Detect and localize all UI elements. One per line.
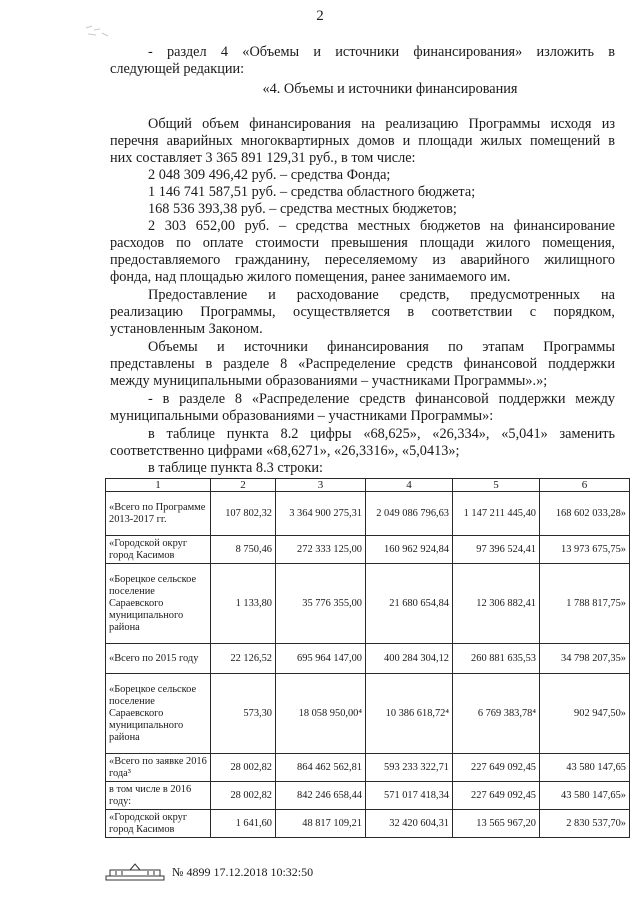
table-row <box>106 492 630 536</box>
table-cell: 160 962 924,84 <box>366 536 453 564</box>
government-building-logo-icon <box>104 862 166 882</box>
local-budget-excess-line2: расходов по оплате стоимости превышения площади жилого помещения, <box>110 235 615 251</box>
table-cell: 272 333 125,00 <box>276 536 366 564</box>
local-budget-excess-line4: фонда, над площадью жилого помещения, ранее занимаемого им. <box>110 269 511 285</box>
amendment-section4-intro-cont: следующей редакции: <box>110 61 245 77</box>
table-header-row <box>106 479 630 492</box>
table-cell: 32 420 604,31 <box>366 810 453 838</box>
table-cell: 18 058 950,00⁴ <box>276 674 366 754</box>
table-cell: 571 017 418,34 <box>366 782 453 810</box>
table-row <box>106 536 630 564</box>
column-header: 3 <box>276 479 366 492</box>
table-cell: 22 126,52 <box>211 644 276 674</box>
table-cell: 48 817 109,21 <box>276 810 366 838</box>
amendment-section8: - в разделе 8 «Распределение средств финансовой поддержки между <box>148 391 615 407</box>
local-budget-line: 168 536 393,38 руб. – средства местных бюджетов; <box>148 201 457 217</box>
scan-artifact-mark <box>84 24 110 38</box>
fund-amount-line: 2 048 309 496,42 руб. – средства Фонда; <box>148 167 391 183</box>
table-cell: 10 386 618,72⁴ <box>366 674 453 754</box>
registration-stamp <box>104 862 334 882</box>
table-row <box>106 754 630 782</box>
column-header: 4 <box>366 479 453 492</box>
table-cell: 28 002,82 <box>211 754 276 782</box>
row-name: «Борецкое сельское поселение Сараевского муниципального района <box>106 564 211 644</box>
table-cell: 21 680 654,84 <box>366 564 453 644</box>
table-cell: 28 002,82 <box>211 782 276 810</box>
paragraph-total-financing: Общий объем финансирования на реализацию Программы исходя из <box>148 116 615 132</box>
table-cell: 695 964 147,00 <box>276 644 366 674</box>
table-cell: 1 133,80 <box>211 564 276 644</box>
row-name: «Городской округ город Касимов <box>106 810 211 838</box>
page-number: 2 <box>316 8 324 24</box>
paragraph-provision-line3: установленным Законом. <box>110 321 263 337</box>
row-name: «Всего по заявке 2016 года³ <box>106 754 211 782</box>
table-cell: 593 233 322,71 <box>366 754 453 782</box>
regional-budget-line: 1 146 741 587,51 руб. – средства областного бюджета; <box>148 184 476 200</box>
paragraph-stages: Объемы и источники финансирования по этапам Программы <box>148 339 615 355</box>
column-header: 5 <box>453 479 540 492</box>
local-budget-excess-line: 2 303 652,00 руб. – средства местных бюджетов на финансирование <box>148 218 615 234</box>
row-name: «Городской округ город Касимов <box>106 536 211 564</box>
table-cell: 168 602 033,28» <box>540 492 630 536</box>
table-cell: 1 147 211 445,40 <box>453 492 540 536</box>
table-cell: 573,30 <box>211 674 276 754</box>
table-row <box>106 810 630 838</box>
table-cell: 97 396 524,41 <box>453 536 540 564</box>
table-cell: 43 580 147,65» <box>540 782 630 810</box>
table-cell: 12 306 882,41 <box>453 564 540 644</box>
row-name: в том числе в 2016 году: <box>106 782 211 810</box>
registration-number: № 4899 17.12.2018 10:32:50 <box>172 865 314 879</box>
financing-table <box>105 478 630 838</box>
table-row <box>106 674 630 754</box>
table-cell: 227 649 092,45 <box>453 754 540 782</box>
table-cell: 13 973 675,75» <box>540 536 630 564</box>
amendment-section4-intro: - раздел 4 «Объемы и источники финансирования» изложить в <box>148 44 615 60</box>
table-cell: 13 565 967,20 <box>453 810 540 838</box>
table-row <box>106 564 630 644</box>
paragraph-provision-line2: реализацию Программы, осуществляется в соответствии с порядком, <box>110 304 615 320</box>
table-cell: 35 776 355,00 <box>276 564 366 644</box>
amendment-table82: в таблице пункта 8.2 цифры «68,625», «26,334», «5,041» заменить <box>148 426 615 442</box>
table-cell: 2 049 086 796,63 <box>366 492 453 536</box>
local-budget-excess-line3: предоставляемого гражданину, переселяемому из аварийного жилищного <box>110 252 615 268</box>
table-row <box>106 644 630 674</box>
table-cell: 3 364 900 275,31 <box>276 492 366 536</box>
table-cell: 1 641,60 <box>211 810 276 838</box>
table-cell: 400 284 304,12 <box>366 644 453 674</box>
column-header: 6 <box>540 479 630 492</box>
paragraph-total-financing-line3: них составляет 3 365 891 129,31 руб., в том числе: <box>110 150 416 166</box>
table-cell: 6 769 383,78⁴ <box>453 674 540 754</box>
row-name: «Борецкое сельское поселение Сараевского муниципального района <box>106 674 211 754</box>
table-cell: 1 788 817,75» <box>540 564 630 644</box>
table-cell: 902 947,50» <box>540 674 630 754</box>
table-cell: 227 649 092,45 <box>453 782 540 810</box>
table-cell: 43 580 147,65 <box>540 754 630 782</box>
table-cell: 8 750,46 <box>211 536 276 564</box>
paragraph-total-financing-line2: перечня аварийных многоквартирных домов и площади жилых помещений в <box>110 133 615 149</box>
row-name: «Всего по Программе 2013-2017 гг. <box>106 492 211 536</box>
table-cell: 864 462 562,81 <box>276 754 366 782</box>
table-cell: 34 798 207,35» <box>540 644 630 674</box>
table-cell: 842 246 658,44 <box>276 782 366 810</box>
row-name: «Всего по 2015 году <box>106 644 211 674</box>
paragraph-provision: Предоставление и расходование средств, предусмотренных на <box>148 287 615 303</box>
section4-heading: «4. Объемы и источники финансирования <box>262 81 518 97</box>
column-header: 2 <box>211 479 276 492</box>
table-cell: 260 881 635,53 <box>453 644 540 674</box>
paragraph-stages-line2: представлены в разделе 8 «Распределение средств финансовой поддержки <box>110 356 615 372</box>
amendment-section8-line2: муниципальными образованиями – участниками Программы»: <box>110 408 494 424</box>
column-header: 1 <box>106 479 211 492</box>
paragraph-stages-line3: между муниципальными образованиями – участниками Программы».»; <box>110 373 548 389</box>
table-row <box>106 782 630 810</box>
table-cell: 2 830 537,70» <box>540 810 630 838</box>
amendment-table82-line2: соответственно цифрами «68,6271», «26,3316», «5,0413»; <box>110 443 460 459</box>
table-cell: 107 802,32 <box>211 492 276 536</box>
amendment-table83-intro: в таблице пункта 8.3 строки: <box>148 460 323 476</box>
